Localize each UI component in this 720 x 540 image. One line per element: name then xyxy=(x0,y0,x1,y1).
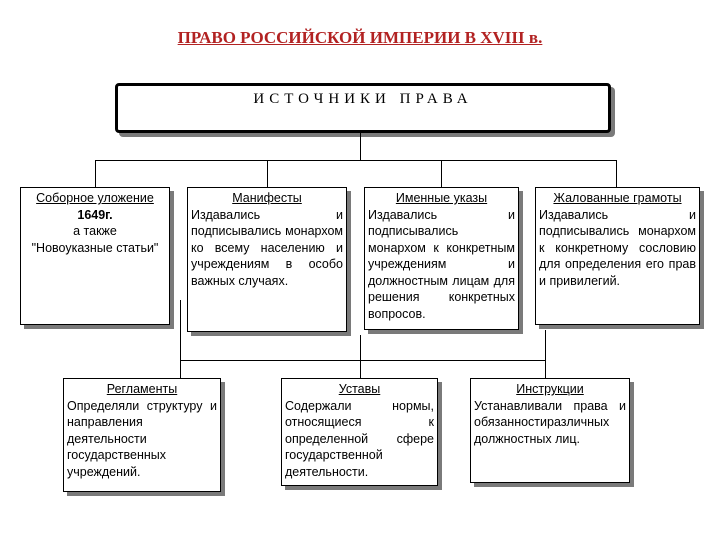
source-text: Издавались и подписывались монархом ко всему населению и учреждениям в особо важных случаях. xyxy=(191,207,343,288)
connector-line xyxy=(441,160,442,187)
sources-header-box xyxy=(115,83,611,133)
source-box-zhalovannye-gramoty xyxy=(535,187,700,325)
connector-line xyxy=(267,160,268,187)
source-text: "Новоуказные статьи" xyxy=(31,240,159,255)
source-subheading: 1649г. xyxy=(77,207,113,222)
source-heading: Соборное уложение xyxy=(36,191,154,205)
source-text: Содержали нормы, относящиеся к определенной сфере государственной деятельности. xyxy=(285,398,434,479)
source-heading: Именные указы xyxy=(395,191,488,205)
source-text: Издавались и подписывались монархом к конкретным учреждениям и должностным лицам для решения конкретных вопросов. xyxy=(368,207,515,321)
source-box-ustavy xyxy=(281,378,438,486)
source-text: Издавались и подписывались монархом к конкретному сословию для определения его прав и привилегий. xyxy=(539,207,696,288)
source-text: Определяли структуру и направления деятельности государственных учреждений. xyxy=(67,398,217,479)
connector-line xyxy=(180,300,181,378)
source-box-reglamenty xyxy=(63,378,221,492)
sources-header-label: ИСТОЧНИКИ ПРАВА xyxy=(253,91,473,107)
connector-line xyxy=(360,335,361,378)
source-heading: Регламенты xyxy=(106,382,178,396)
source-box-instruktsii xyxy=(470,378,630,483)
connector-bus xyxy=(180,360,545,361)
source-heading: Жалованные грамоты xyxy=(553,191,682,205)
source-text: а также xyxy=(73,224,117,238)
connector-line xyxy=(545,330,546,378)
connector-bus xyxy=(95,160,617,161)
connector-line xyxy=(616,160,617,187)
source-box-imennye-ukazy xyxy=(364,187,519,330)
source-box-sobornoe-ulozhenie xyxy=(20,187,170,325)
source-heading: Уставы xyxy=(338,382,381,396)
source-heading: Манифесты xyxy=(232,191,302,205)
page-title: ПРАВО РОССИЙСКОЙ ИМПЕРИИ В XVIII в. xyxy=(177,28,543,47)
connector-line xyxy=(360,130,361,160)
connector-line xyxy=(95,160,96,187)
source-heading: Инструкции xyxy=(516,382,584,396)
source-text: Устанавливали права и обязанностиразличных должностных лиц. xyxy=(474,398,626,446)
source-box-manifesty xyxy=(187,187,347,332)
